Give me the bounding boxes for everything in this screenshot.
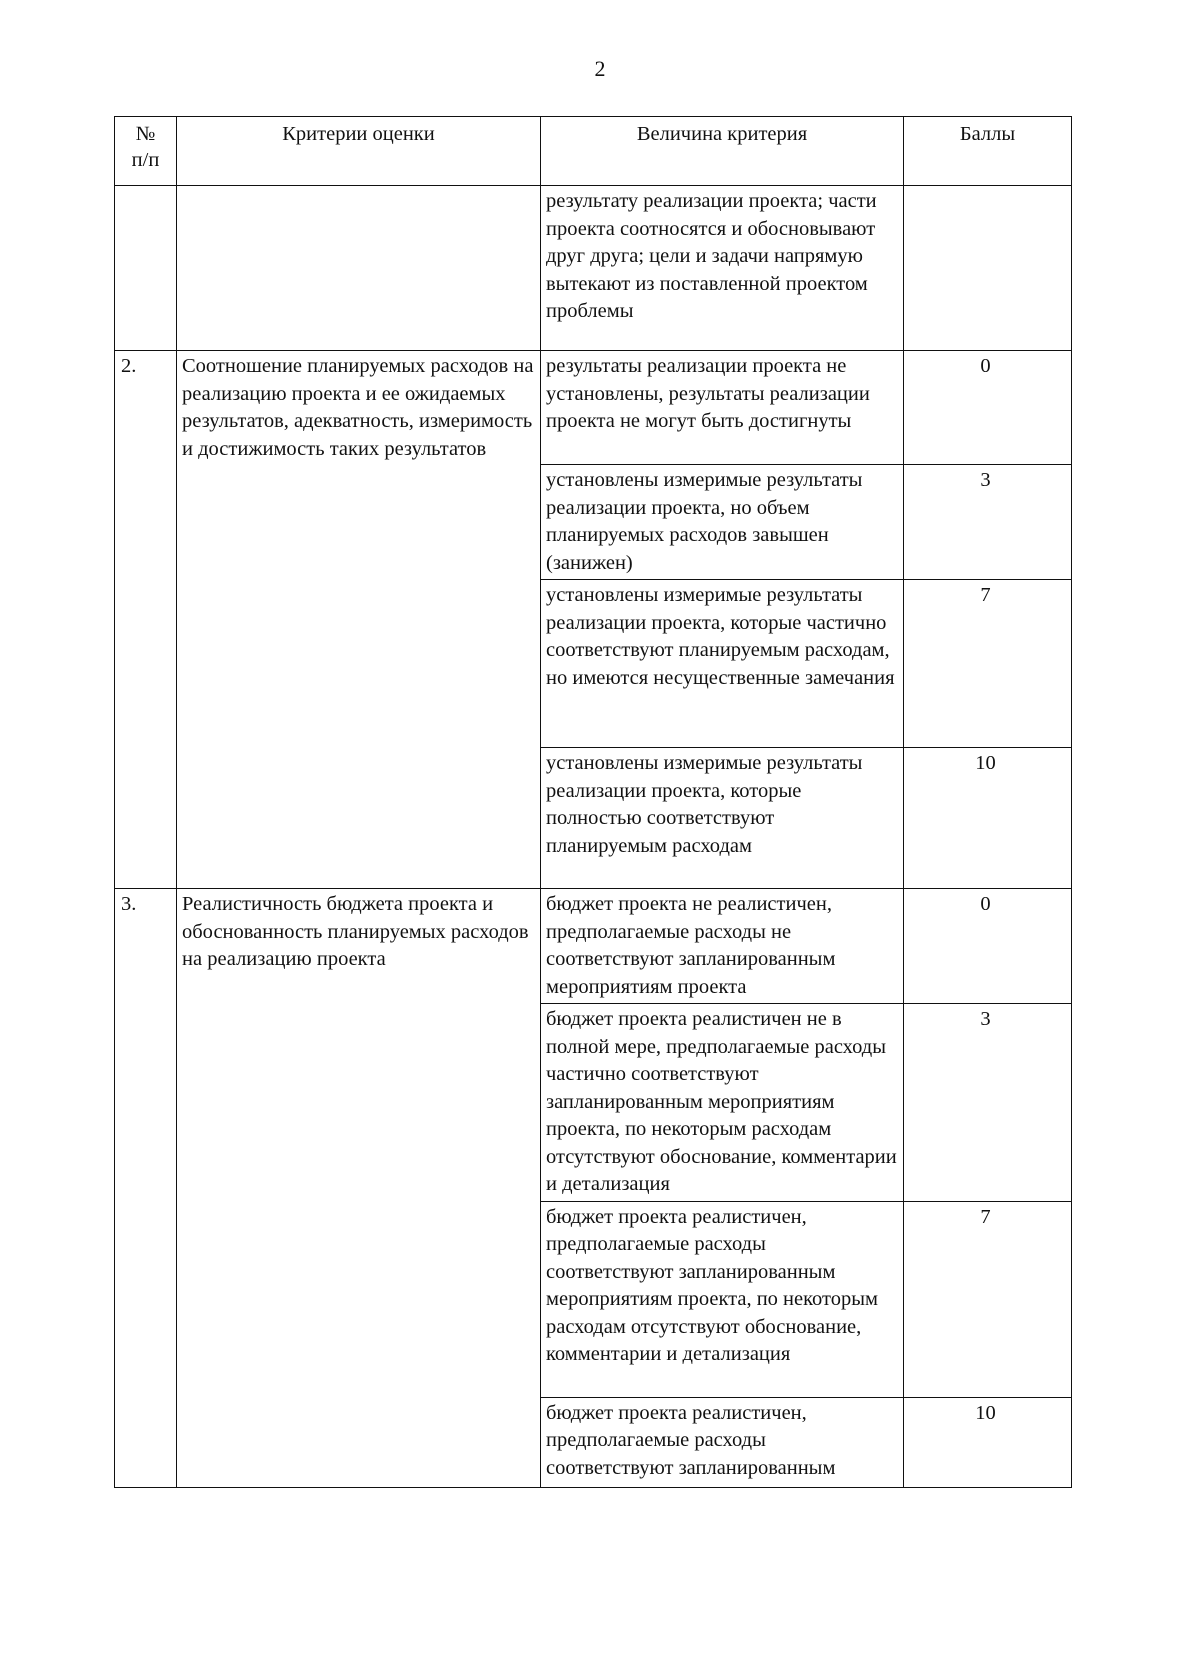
value-cell: бюджет проекта реалистичен, предполагаемые расходы соответствуют запланированным мероприятиям проекта, по некоторым расходам отсутствуют обоснование, комментарии и детализация [541, 1201, 904, 1397]
criterion-cell: Соотношение планируемых расходов на реализацию проекта и ее ожидаемых результатов, адекватность, измеримость и достижимость таких результатов [177, 351, 541, 889]
table-header-row [115, 117, 1072, 186]
score-cell: 0 [904, 351, 1072, 465]
score-cell: 10 [904, 1397, 1072, 1487]
criteria-table [114, 116, 1072, 1488]
table-row [115, 351, 1072, 465]
value-cell: бюджет проекта не реалистичен, предполагаемые расходы не соответствуют запланированным мероприятиям проекта [541, 889, 904, 1004]
page-number: 2 [594, 56, 606, 81]
score-cell [904, 186, 1072, 351]
score-cell: 3 [904, 1004, 1072, 1202]
table-row [115, 186, 1072, 351]
score-cell: 7 [904, 580, 1072, 748]
criterion-cell: Реалистичность бюджета проекта и обоснованность планируемых расходов на реализацию проекта [177, 889, 541, 1488]
score-cell: 10 [904, 748, 1072, 889]
number-cell: 3. [115, 889, 177, 1488]
value-cell: результаты реализации проекта не установлены, результаты реализации проекта не могут быть достигнуты [541, 351, 904, 465]
score-cell: 0 [904, 889, 1072, 1004]
header-value: Величина критерия [541, 117, 904, 186]
number-cell [115, 186, 177, 351]
header-number-label: № п/п [131, 123, 160, 171]
value-cell: бюджет проекта реалистичен не в полной мере, предполагаемые расходы частично соответствуют запланированным мероприятиям проекта, по некоторым расходам отсутствуют обоснование, комментарии и детализация [541, 1004, 904, 1202]
score-cell: 7 [904, 1201, 1072, 1397]
value-cell: установлены измеримые результаты реализации проекта, которые частично соответствуют планируемым расходам, но имеются несущественные замечания [541, 580, 904, 748]
value-cell: установлены измеримые результаты реализации проекта, но объем планируемых расходов завышен (занижен) [541, 465, 904, 580]
number-cell: 2. [115, 351, 177, 889]
value-cell: бюджет проекта реалистичен, предполагаемые расходы соответствуют запланированным [541, 1397, 904, 1487]
table-row [115, 889, 1072, 1004]
header-number [115, 117, 177, 186]
criterion-cell [177, 186, 541, 351]
value-cell: результату реализации проекта; части проекта соотносятся и обосновывают друг друга; цели и задачи напрямую вытекают из поставленной проектом проблемы [541, 186, 904, 351]
value-cell: установлены измеримые результаты реализации проекта, которые полностью соответствуют планируемым расходам [541, 748, 904, 889]
header-score: Баллы [904, 117, 1072, 186]
score-cell: 3 [904, 465, 1072, 580]
header-criterion: Критерии оценки [177, 117, 541, 186]
